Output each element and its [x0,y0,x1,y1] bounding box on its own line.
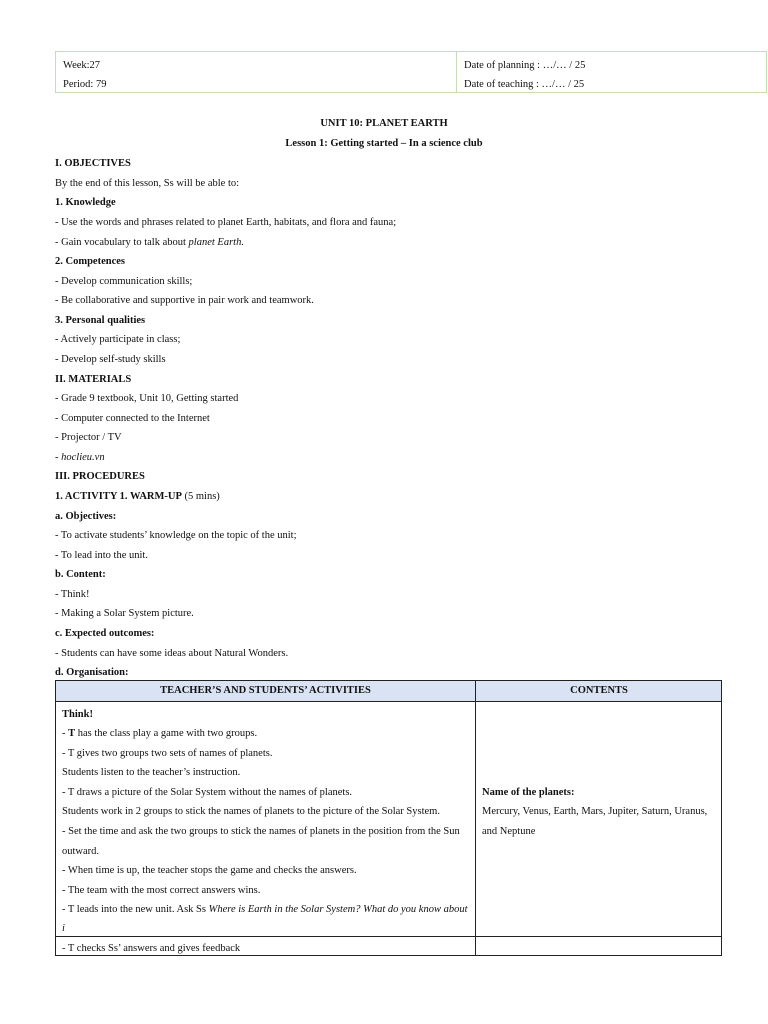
outcomes-item-1: - Students can have some ideas about Natural Wonders. [55,648,289,659]
competences-item-2: - Be collaborative and supportive in pair work and teamwork. [55,295,314,306]
activity-step-9-continued: i [62,923,65,934]
knowledge-heading: 1. Knowledge [55,197,116,208]
content-heading: b. Content: [55,569,106,580]
table-column-divider [475,681,476,955]
date-of-planning: Date of planning : …/… / 25 [464,60,586,71]
period-label: Period: 79 [63,79,107,90]
qualities-item-1: - Actively participate in class; [55,334,181,345]
hoclieu-link-text: hoclieu.vn [61,452,105,463]
activity-objectives-heading: a. Objectives: [55,511,117,522]
objectives-intro: By the end of this lesson, Ss will be able to: [55,178,240,189]
activities-column-header: TEACHER’S AND STUDENTS’ ACTIVITIES [160,685,371,696]
qualities-heading: 3. Personal qualities [55,315,146,326]
content-item-1: - Think! [55,589,90,600]
activity-objective-2: - To lead into the unit. [55,550,148,561]
contents-column-header: CONTENTS [570,685,628,696]
planets-list-line-1: Mercury, Venus, Earth, Mars, Jupiter, Saturn, Uranus, [482,806,708,817]
unit-title: UNIT 10: PLANET EARTH [320,118,448,129]
activity-objective-1: - To activate students’ knowledge on the topic of the unit; [55,530,297,541]
activity-step-9: - T leads into the new unit. Ask Ss Where is Earth in the Solar System? What do you know about [62,904,468,915]
header-info-table [55,51,767,93]
week-label: Week:27 [63,60,101,71]
materials-heading: II. MATERIALS [55,374,132,385]
activity-step-7: - When time is up, the teacher stops the game and checks the answers. [62,865,357,876]
table-row-divider [56,936,721,937]
competences-item-1: - Develop communication skills; [55,276,193,287]
knowledge-item-1: - Use the words and phrases related to planet Earth, habitats, and flora and fauna; [55,217,397,228]
materials-item-4: - hoclieu.vn [55,452,105,463]
activity-step-4: - T draws a picture of the Solar System without the names of planets. [62,787,353,798]
activity-step-8: - The team with the most correct answers wins. [62,885,261,896]
activity-step-3: Students listen to the teacher’s instruction. [62,767,241,778]
lesson-title: Lesson 1: Getting started – In a science club [285,138,483,149]
activity-step-2: - T gives two groups two sets of names of planets. [62,748,273,759]
activity-step-6: - Set the time and ask the two groups to stick the names of planets in the position from the Sun [62,826,460,837]
materials-item-2: - Computer connected to the Internet [55,413,210,424]
activity-step-1: - T has the class play a game with two groups. [62,728,258,739]
competences-heading: 2. Competences [55,256,125,267]
materials-item-1: - Grade 9 textbook, Unit 10, Getting started [55,393,239,404]
activity-step-5: Students work in 2 groups to stick the names of planets to the picture of the Solar System. [62,806,440,817]
qualities-item-2: - Develop self-study skills [55,354,166,365]
activity-step-6-continued: outward. [62,846,100,857]
planets-heading: Name of the planets: [482,787,575,798]
objectives-heading: I. OBJECTIVES [55,158,131,169]
procedures-heading: III. PROCEDURES [55,471,145,482]
organisation-heading: d. Organisation: [55,667,129,678]
knowledge-item-2: - Gain vocabulary to talk about planet Earth. [55,237,244,248]
feedback-row: - T checks Ss’ answers and gives feedback [62,943,241,954]
activity-heading: 1. ACTIVITY 1. WARM-UP (5 mins) [55,491,220,502]
date-of-teaching: Date of teaching : …/… / 25 [464,79,585,90]
planets-list-line-2: and Neptune [482,826,536,837]
outcomes-heading: c. Expected outcomes: [55,628,155,639]
content-item-2: - Making a Solar System picture. [55,608,194,619]
think-label: Think! [62,709,93,720]
organisation-table [55,680,722,956]
planet-earth-italic: planet Earth. [188,237,244,248]
materials-item-3: - Projector / TV [55,432,122,443]
header-column-divider [456,52,457,92]
